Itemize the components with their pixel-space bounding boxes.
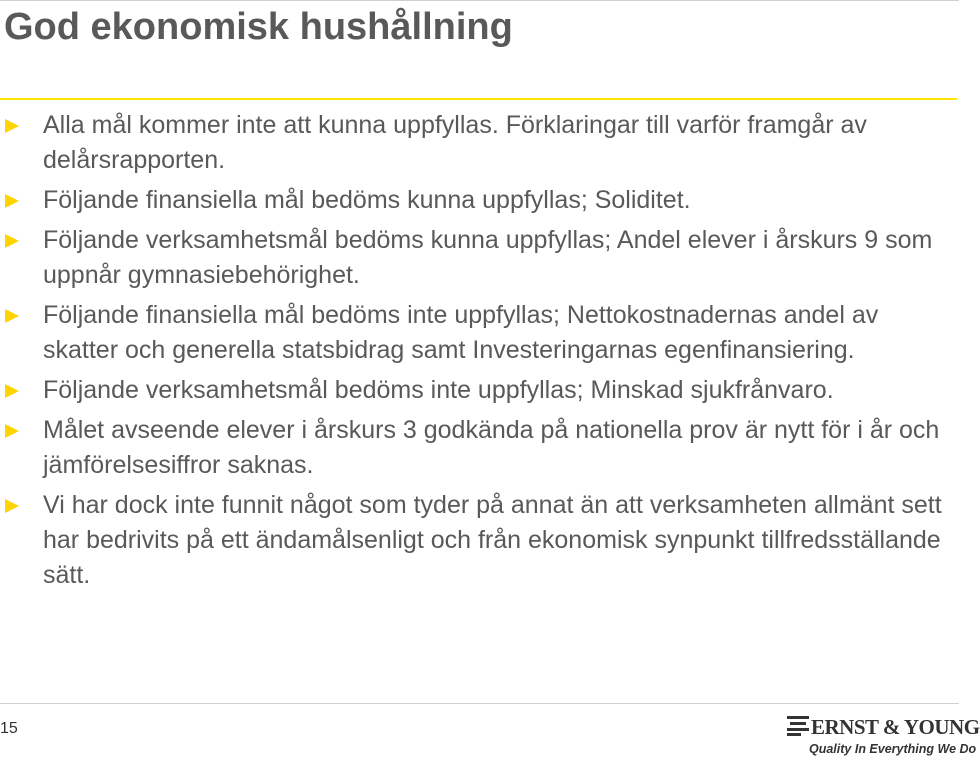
- footer-rule: [0, 703, 959, 704]
- arrow-bullet-icon: [5, 309, 19, 323]
- bullet-item: [0, 183, 959, 218]
- bullet-text: Följande verksamhetsmål bedöms inte uppfyllas; Minskad sjukfrånvaro.: [43, 376, 834, 404]
- ey-logo-mark-icon: [787, 716, 809, 736]
- arrow-bullet-icon: [5, 424, 19, 438]
- logo-tagline: Quality In Everything We Do: [809, 742, 977, 756]
- bullet-item: [0, 298, 959, 368]
- page-number: 15: [0, 720, 18, 737]
- bullet-text: Följande finansiella mål bedöms inte uppfyllas; Nettokostnadernas andel av skatter och generella statsbidrag samt Investeringarnas egenfinansiering.: [43, 301, 879, 364]
- arrow-bullet-icon: [5, 384, 19, 398]
- logo-name: ERNST & YOUNG: [811, 715, 980, 739]
- arrow-bullet-icon: [5, 234, 19, 248]
- top-rule: [0, 0, 959, 1]
- bullet-item: [0, 373, 959, 408]
- bullet-text: Följande verksamhetsmål bedöms kunna uppfyllas; Andel elever i årskurs 9 som uppnår gymnasiebehörighet.: [43, 226, 933, 289]
- bullet-item: [0, 108, 959, 178]
- slide-title: God ekonomisk hushållning: [4, 6, 513, 48]
- bullet-item: [0, 413, 959, 483]
- arrow-bullet-icon: [5, 194, 19, 208]
- arrow-bullet-icon: [5, 499, 19, 513]
- bullet-text: Alla mål kommer inte att kunna uppfyllas. Förklaringar till varför framgår av delårsrapporten.: [43, 111, 867, 174]
- arrow-bullet-icon: [5, 119, 19, 133]
- title-divider: [0, 98, 957, 100]
- ernst-young-logo: [787, 714, 980, 759]
- bullet-item: [0, 488, 959, 593]
- bullet-item: [0, 223, 959, 293]
- bullet-text: Följande finansiella mål bedöms kunna uppfyllas; Soliditet.: [43, 186, 691, 214]
- bullet-text: Vi har dock inte funnit något som tyder på annat än att verksamheten allmänt sett har bedrivits på ett ändamålsenligt och från ekonomisk synpunkt tillfredsställande sätt.: [43, 491, 942, 589]
- bullet-text: Målet avseende elever i årskurs 3 godkända på nationella prov är nytt för i år och jämförelsesiffror saknas.: [43, 416, 940, 479]
- bullet-list: [0, 108, 959, 598]
